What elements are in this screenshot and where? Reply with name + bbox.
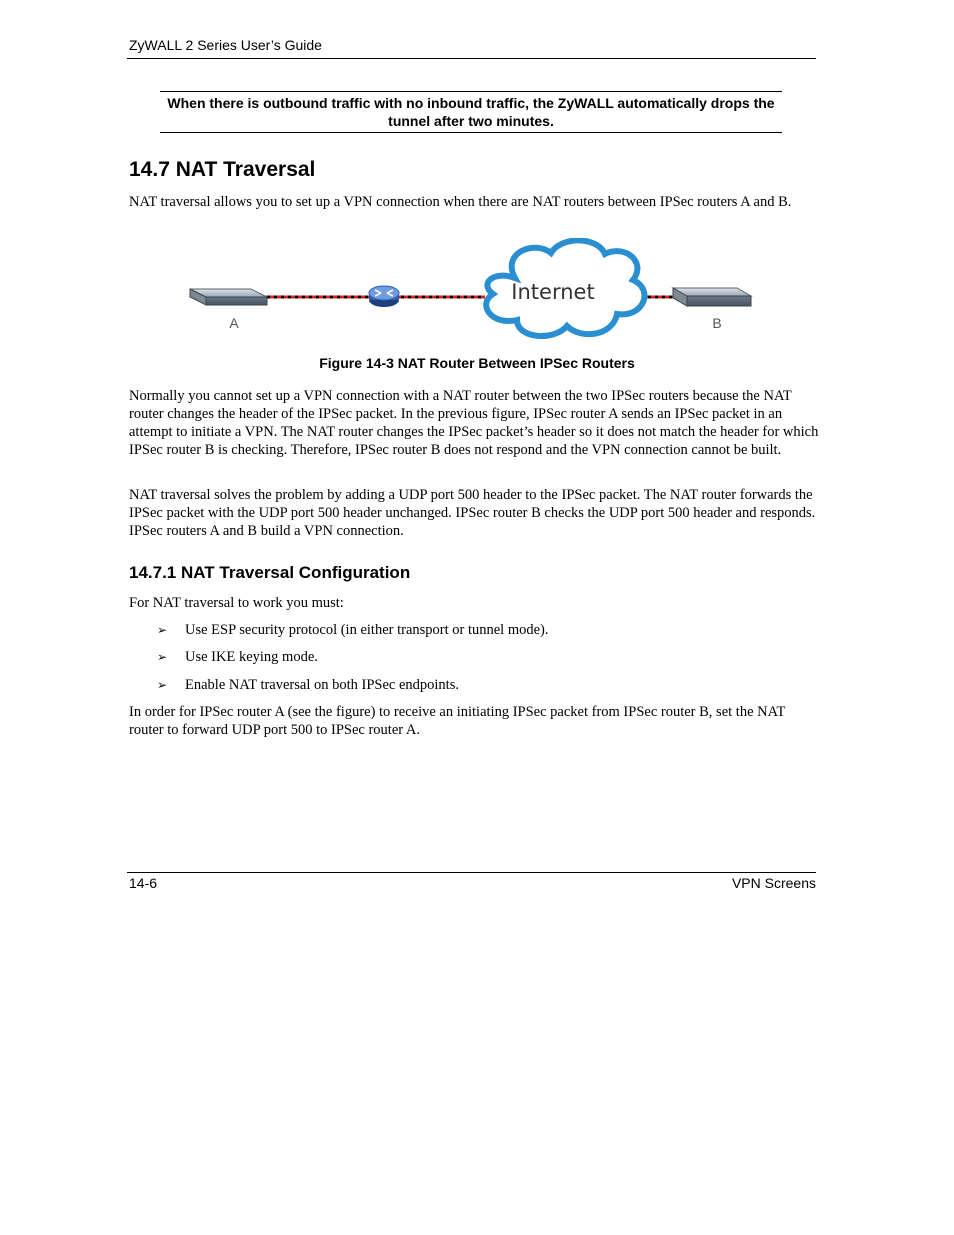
subsection-title: 14.7.1 NAT Traversal Configuration — [129, 563, 411, 582]
arrow-bullet-icon: ➢ — [157, 650, 168, 664]
body-paragraph-2: NAT traversal solves the problem by adding a UDP port 500 header to the IPSec packet. The NAT router forwards the IPSec packet with the UDP port 500 header unchanged. IPSec router B checks the UDP port 500 header and responds. IPSec routers A and B build a VPN connection. — [129, 487, 816, 539]
chapter-name: VPN Screens — [731, 875, 816, 891]
ipsec-router-a-icon — [190, 289, 267, 305]
section-title: 14.7 NAT Traversal — [129, 158, 316, 181]
body-paragraph-1: Normally you cannot set up a VPN connection with a NAT router between the two IPSec routers because the NAT router changes the header of the IPSec packet. In the previous figure, IPSec router A sends an IPSec packet in an attempt to initiate a VPN. The NAT router changes the IPSec packet’s header so it does not match the header for which IPSec router B is checking. Therefore, IPSec router B does not respond and the VPN connection cannot be built. — [129, 388, 819, 458]
ipsec-router-b-icon — [673, 288, 751, 306]
list-item: ➢ Use ESP security protocol (in either transport or tunnel mode). — [157, 622, 549, 638]
figure-caption: Figure 14-3 NAT Router Between IPSec Routers — [319, 355, 635, 371]
internet-label: Internet — [511, 280, 595, 304]
arrow-bullet-icon: ➢ — [157, 623, 168, 637]
running-header: ZyWALL 2 Series User’s Guide — [129, 37, 322, 53]
header-rule — [127, 58, 816, 59]
nat-traversal-diagram — [185, 238, 760, 343]
arrow-bullet-icon: ➢ — [157, 678, 168, 692]
requirements-intro: For NAT traversal to work you must: — [129, 595, 344, 611]
router-a-label: A — [229, 315, 239, 331]
list-item: ➢ Use IKE keying mode. — [157, 649, 318, 665]
closing-paragraph: In order for IPSec router A (see the figure) to receive an initiating IPSec packet from IPSec router B, set the NAT router to forward UDP port 500 to IPSec router A. — [129, 704, 786, 738]
note-box: When there is outbound traffic with no inbound traffic, the ZyWALL automatically drops the tunnel after two minutes. — [160, 91, 782, 133]
page-number: 14-6 — [129, 875, 158, 891]
nat-router-icon — [369, 286, 399, 307]
router-b-label: B — [712, 315, 722, 331]
intro-paragraph: NAT traversal allows you to set up a VPN connection when there are NAT routers between IPSec routers A and B. — [129, 194, 792, 210]
list-item: ➢ Enable NAT traversal on both IPSec endpoints. — [157, 677, 459, 693]
footer-rule — [127, 872, 816, 873]
